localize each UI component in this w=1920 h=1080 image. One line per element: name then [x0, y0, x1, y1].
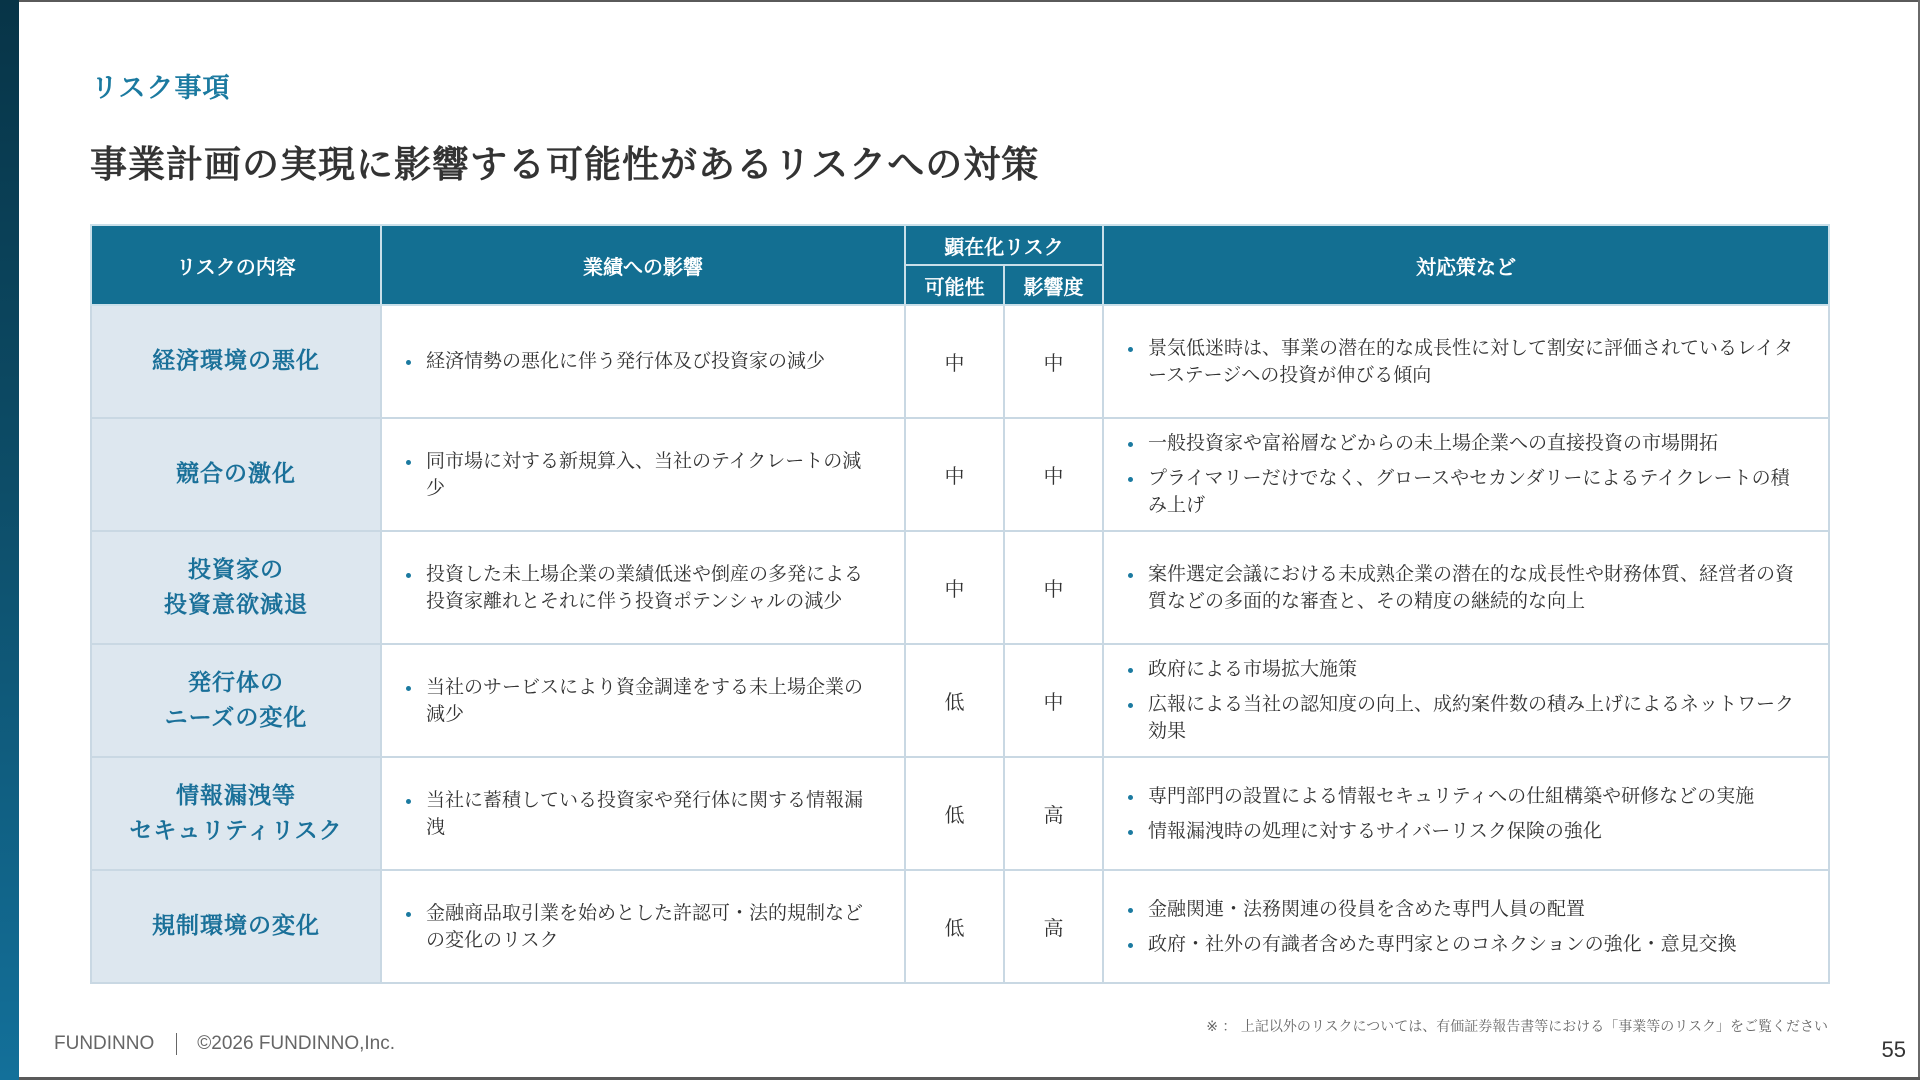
- risk-label: 情報漏洩等 セキュリティリスク: [91, 757, 381, 870]
- likelihood-cell: 低: [905, 870, 1004, 983]
- table-row: [91, 644, 1829, 757]
- risk-label: 投資家の 投資意欲減退: [91, 531, 381, 644]
- footer-brand: FUNDINNO: [54, 1033, 155, 1054]
- list-item: 政府による市場拡大施策: [1124, 656, 1804, 683]
- measures-cell: [1103, 418, 1829, 531]
- impact-cell: [381, 644, 905, 757]
- header-likelihood: 可能性: [905, 265, 1004, 305]
- footer-divider: [176, 1033, 177, 1055]
- risk-table: [90, 224, 1830, 984]
- bullet-icon: [1128, 668, 1133, 673]
- page-number: 55: [1881, 1037, 1906, 1062]
- bullet-icon: [406, 799, 411, 804]
- header-measures: 対応策など: [1103, 225, 1829, 305]
- bullet-icon: [1128, 573, 1133, 578]
- list-item: 専門部門の設置による情報セキュリティへの仕組構築や研修などの実施: [1124, 783, 1804, 810]
- list-item: 同市場に対する新規算入、当社のテイクレートの減少: [402, 448, 880, 502]
- risk-label: 規制環境の変化: [91, 870, 381, 983]
- bullet-icon: [406, 360, 411, 365]
- page-title: 事業計画の実現に影響する可能性があるリスクへの対策: [90, 143, 1040, 186]
- severity-cell: 高: [1004, 757, 1103, 870]
- likelihood-cell: 低: [905, 644, 1004, 757]
- table-row: [91, 305, 1829, 418]
- bullet-icon: [1128, 943, 1133, 948]
- measures-cell: [1103, 305, 1829, 418]
- risk-label: 競合の激化: [91, 418, 381, 531]
- severity-cell: 中: [1004, 531, 1103, 644]
- measures-cell: [1103, 870, 1829, 983]
- severity-cell: 中: [1004, 418, 1103, 531]
- list-item: 案件選定会議における未成熟企業の潜在的な成長性や財務体質、経営者の資質などの多面的な審査と、その精度の継続的な向上: [1124, 561, 1804, 615]
- header-severity: 影響度: [1004, 265, 1103, 305]
- measures-cell: [1103, 531, 1829, 644]
- risk-label: 発行体の ニーズの変化: [91, 644, 381, 757]
- header-manifest-group: 顕在化リスク: [905, 225, 1103, 265]
- bullet-icon: [406, 686, 411, 691]
- measures-cell: [1103, 757, 1829, 870]
- bullet-icon: [406, 460, 411, 465]
- likelihood-cell: 中: [905, 531, 1004, 644]
- section-label: リスク事項: [91, 73, 231, 104]
- severity-cell: 高: [1004, 870, 1103, 983]
- bullet-icon: [1128, 908, 1133, 913]
- footnote: ※ ： 上記以外のリスクについては、有価証券報告書等における「事業等のリスク」をご覧ください: [1206, 1019, 1828, 1035]
- impact-cell: [381, 870, 905, 983]
- list-item: 政府・社外の有識者含めた専門家とのコネクションの強化・意見交換: [1124, 931, 1804, 958]
- bullet-icon: [1128, 477, 1133, 482]
- likelihood-cell: 低: [905, 757, 1004, 870]
- header-risk: リスクの内容: [91, 225, 381, 305]
- bullet-icon: [1128, 442, 1133, 447]
- bullet-icon: [406, 912, 411, 917]
- impact-cell: [381, 531, 905, 644]
- likelihood-cell: 中: [905, 418, 1004, 531]
- table-row: [91, 418, 1829, 531]
- list-item: 当社のサービスにより資金調達をする未上場企業の減少: [402, 674, 880, 728]
- list-item: プライマリーだけでなく、グロースやセカンダリーによるテイクレートの積み上げ: [1124, 465, 1804, 519]
- bullet-icon: [406, 573, 411, 578]
- list-item: 経済情勢の悪化に伴う発行体及び投資家の減少: [402, 348, 880, 375]
- table-row: [91, 870, 1829, 983]
- likelihood-cell: 中: [905, 305, 1004, 418]
- impact-cell: [381, 418, 905, 531]
- list-item: 景気低迷時は、事業の潜在的な成長性に対して割安に評価されているレイターステージへの投資が伸びる傾向: [1124, 335, 1804, 389]
- table-row: [91, 757, 1829, 870]
- table-row: [91, 531, 1829, 644]
- frame-top-border: [0, 0, 1920, 2]
- list-item: 広報による当社の認知度の向上、成約案件数の積み上げによるネットワーク効果: [1124, 691, 1804, 745]
- bullet-icon: [1128, 795, 1133, 800]
- list-item: 一般投資家や富裕層などからの未上場企業への直接投資の市場開拓: [1124, 430, 1804, 457]
- header-impact: 業績への影響: [381, 225, 905, 305]
- measures-cell: [1103, 644, 1829, 757]
- impact-cell: [381, 757, 905, 870]
- bullet-icon: [1128, 830, 1133, 835]
- list-item: 金融関連・法務関連の役員を含めた専門人員の配置: [1124, 896, 1804, 923]
- footer: [54, 1033, 395, 1055]
- risk-label: 経済環境の悪化: [91, 305, 381, 418]
- severity-cell: 中: [1004, 644, 1103, 757]
- list-item: 金融商品取引業を始めとした許認可・法的規制などの変化のリスク: [402, 900, 880, 954]
- list-item: 当社に蓄積している投資家や発行体に関する情報漏洩: [402, 787, 880, 841]
- footer-copyright: ©2026 FUNDINNO,Inc.: [197, 1033, 395, 1054]
- bullet-icon: [1128, 703, 1133, 708]
- bullet-icon: [1128, 347, 1133, 352]
- severity-cell: 中: [1004, 305, 1103, 418]
- list-item: 投資した未上場企業の業績低迷や倒産の多発による投資家離れとそれに伴う投資ポテンシャルの減少: [402, 561, 880, 615]
- left-accent-bar: [0, 0, 19, 1080]
- impact-cell: [381, 305, 905, 418]
- list-item: 情報漏洩時の処理に対するサイバーリスク保険の強化: [1124, 818, 1804, 845]
